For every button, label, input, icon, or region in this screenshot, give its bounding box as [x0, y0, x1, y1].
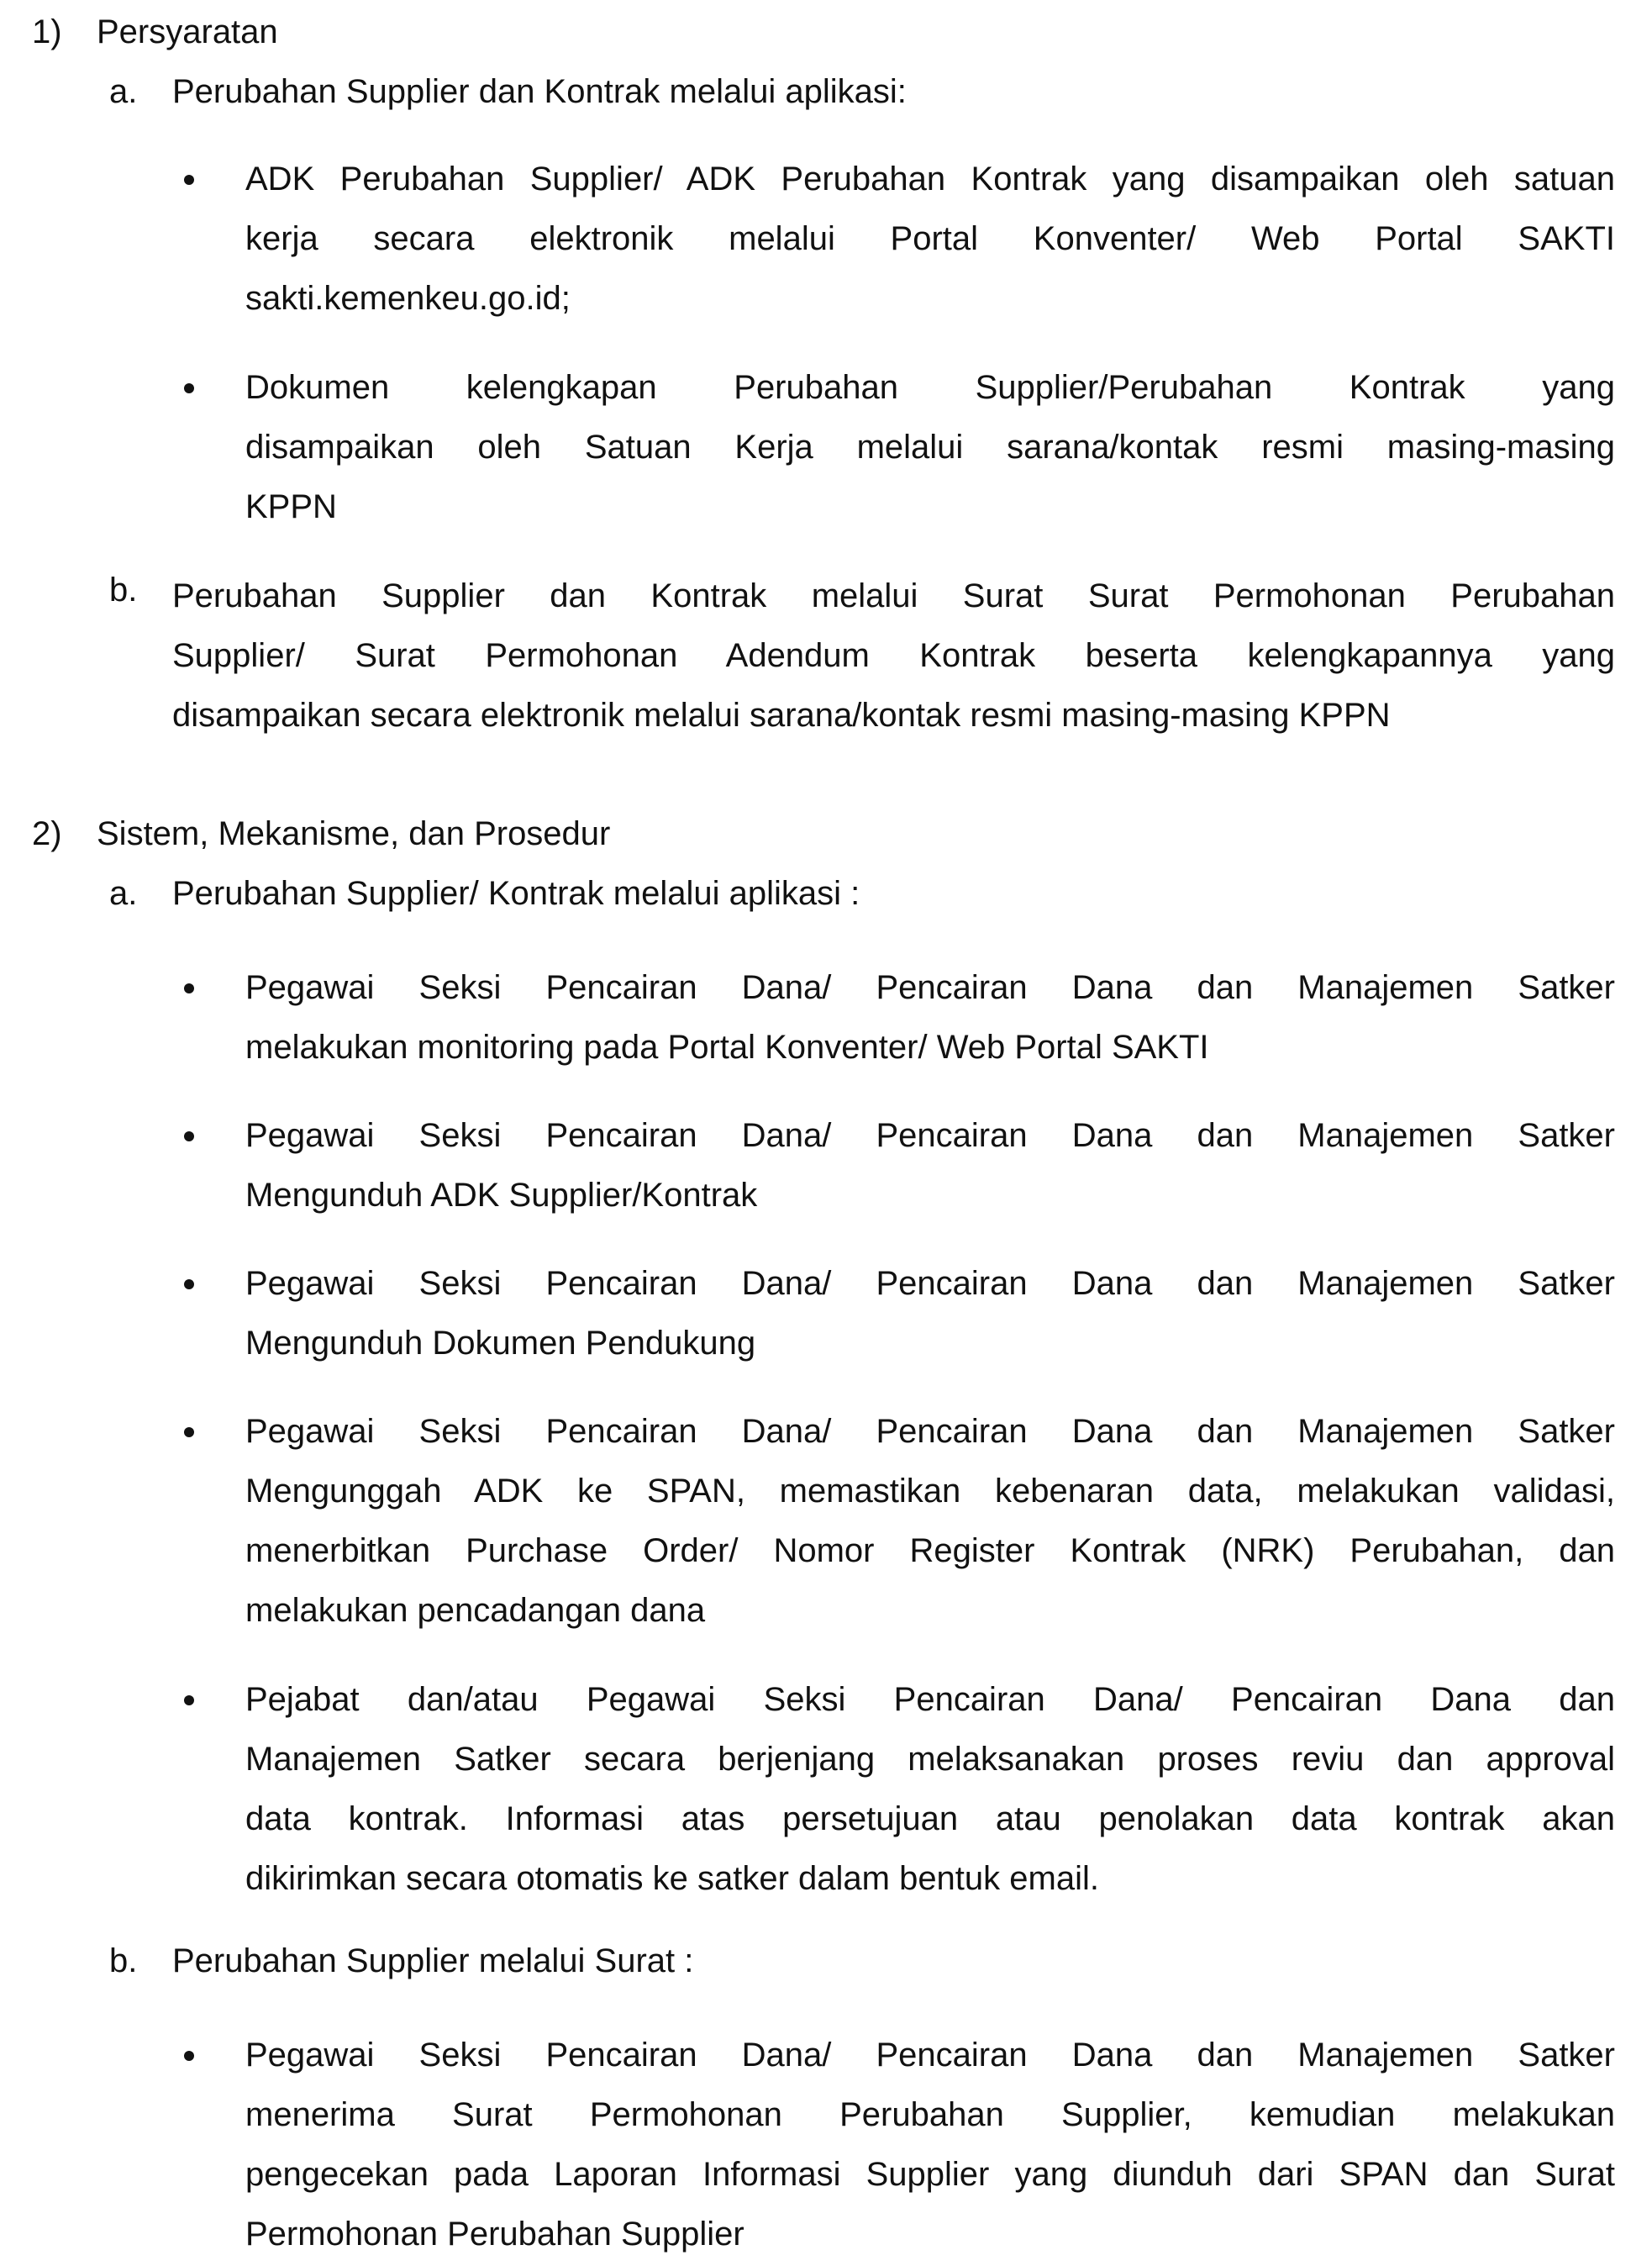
- list-item-line: Mengunduh ADK Supplier/Kontrak: [245, 1177, 758, 1214]
- bullet-dot: [184, 1695, 194, 1705]
- list-item-line: dikirimkan secara otomatis ke satker dalam bentuk email.: [245, 1860, 1099, 1897]
- list-item-line: pengecekan pada Laporan Informasi Supplier yang diunduh dari SPAN dan Surat: [245, 2156, 1615, 2193]
- section-number: 1): [32, 13, 62, 50]
- bullet-dot: [184, 1427, 194, 1437]
- bullet-dot: [184, 1131, 194, 1141]
- section-number: 2): [32, 815, 62, 852]
- list-item-line: sakti.kemenkeu.go.id;: [245, 280, 571, 317]
- list-item-line: kerja secara elektronik melalui Portal Konventer/ Web Portal SAKTI: [245, 220, 1615, 257]
- subsection-letter: b.: [109, 572, 138, 609]
- list-item-line: data kontrak. Informasi atas persetujuan atau penolakan data kontrak akan: [245, 1800, 1615, 1837]
- list-item-line: Pegawai Seksi Pencairan Dana/ Pencairan Dana dan Manajemen Satker: [245, 1265, 1615, 1302]
- list-item-line: Pegawai Seksi Pencairan Dana/ Pencairan Dana dan Manajemen Satker: [245, 1117, 1615, 1154]
- list-item-line: Pegawai Seksi Pencairan Dana/ Pencairan Dana dan Manajemen Satker: [245, 1413, 1615, 1450]
- list-item-line: Pegawai Seksi Pencairan Dana/ Pencairan Dana dan Manajemen Satker: [245, 2037, 1615, 2074]
- subsection-title: Perubahan Supplier/ Kontrak melalui aplikasi :: [172, 875, 860, 912]
- list-item-line: Mengunduh Dokumen Pendukung: [245, 1325, 756, 1362]
- list-item-line: ADK Perubahan Supplier/ ADK Perubahan Kontrak yang disampaikan oleh satuan: [245, 161, 1615, 198]
- section-title: Persyaratan: [97, 13, 278, 50]
- list-item-line: Mengunggah ADK ke SPAN, memastikan kebenaran data, melakukan validasi,: [245, 1473, 1615, 1510]
- list-item-line: menerima Surat Permohonan Perubahan Supplier, kemudian melakukan: [245, 2096, 1615, 2133]
- bullet-dot: [184, 2051, 194, 2061]
- bullet-dot: [184, 983, 194, 993]
- paragraph-line: disampaikan secara elektronik melalui sarana/kontak resmi masing-masing KPPN: [172, 697, 1391, 734]
- section-title: Sistem, Mekanisme, dan Prosedur: [97, 815, 611, 852]
- list-item-line: Permohonan Perubahan Supplier: [245, 2216, 744, 2253]
- list-item-line: disampaikan oleh Satuan Kerja melalui sarana/kontak resmi masing-masing: [245, 429, 1615, 466]
- paragraph-line: Perubahan Supplier dan Kontrak melalui Surat Surat Permohonan Perubahan: [172, 577, 1615, 614]
- bullet-dot: [184, 383, 194, 393]
- subsection-letter: a.: [109, 73, 138, 110]
- list-item-line: melakukan monitoring pada Portal Konventer/ Web Portal SAKTI: [245, 1029, 1209, 1066]
- subsection-letter: a.: [109, 875, 138, 912]
- list-item-line: Dokumen kelengkapan Perubahan Supplier/Perubahan Kontrak yang: [245, 369, 1615, 406]
- list-item-line: Pejabat dan/atau Pegawai Seksi Pencairan Dana/ Pencairan Dana dan: [245, 1681, 1615, 1718]
- list-item-line: Manajemen Satker secara berjenjang melaksanakan proses reviu dan approval: [245, 1741, 1615, 1778]
- list-item-line: KPPN: [245, 488, 337, 525]
- bullet-dot: [184, 1279, 194, 1289]
- list-item-line: Pegawai Seksi Pencairan Dana/ Pencairan Dana dan Manajemen Satker: [245, 969, 1615, 1006]
- subsection-title: Perubahan Supplier melalui Surat :: [172, 1942, 694, 1979]
- subsection-title: Perubahan Supplier dan Kontrak melalui aplikasi:: [172, 73, 907, 110]
- bullet-dot: [184, 175, 194, 185]
- list-item-line: melakukan pencadangan dana: [245, 1592, 706, 1629]
- subsection-letter: b.: [109, 1942, 138, 1979]
- list-item-line: menerbitkan Purchase Order/ Nomor Register Kontrak (NRK) Perubahan, dan: [245, 1532, 1615, 1569]
- paragraph-line: Supplier/ Surat Permohonan Adendum Kontrak beserta kelengkapannya yang: [172, 637, 1615, 674]
